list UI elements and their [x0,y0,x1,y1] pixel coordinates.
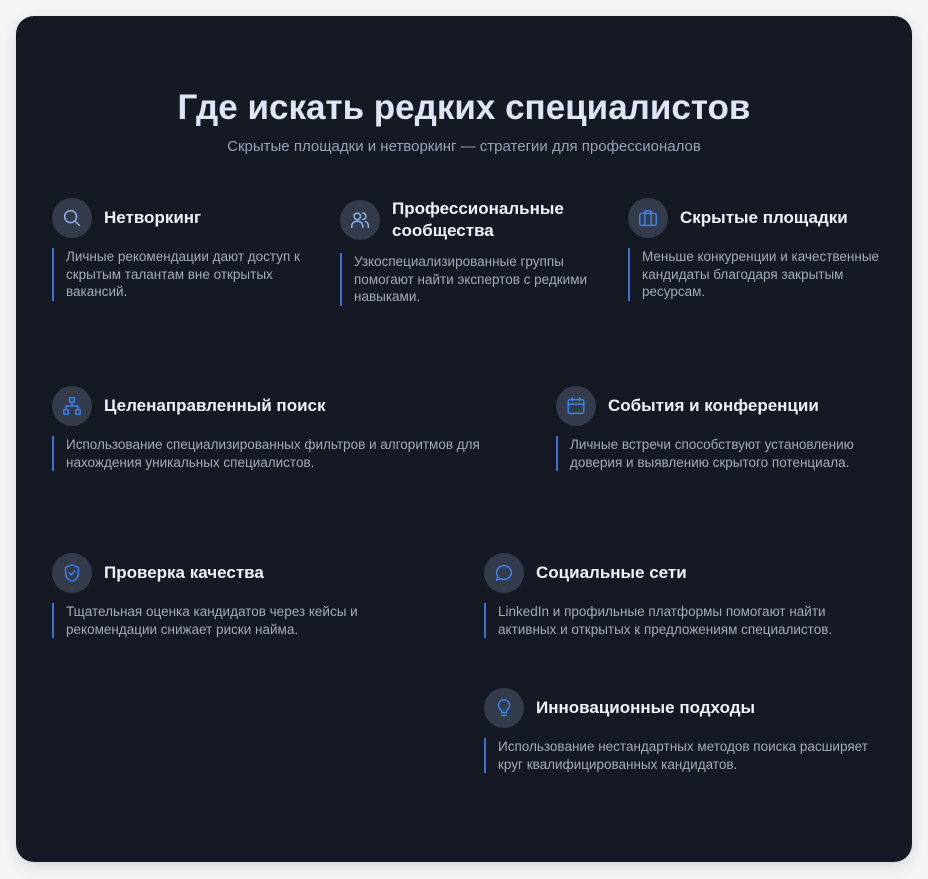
item-networking [52,198,312,301]
item-title: Нетворкинг [104,208,202,227]
item-title: Инновационные подходы [536,698,756,717]
item-description: Использование специализированных фильтров и алгоритмов для нахождения уникальных специалистов. [52,436,512,471]
item-communities [340,198,590,306]
page-title: Где искать редких специалистов [177,88,751,127]
item-title: Профессиональные сообщества [392,199,564,240]
item-description: LinkedIn и профильные платформы помогают найти активных и открытых к предложениям специалистов. [484,603,884,638]
item-title: Социальные сети [536,563,687,582]
item-description: Использование нестандартных методов поиска расширяет круг квалифицированных кандидатов. [484,738,884,773]
item-targeted-search [52,386,512,471]
item-description: Узкоспециализированные группы помогают найти экспертов с редкими навыками. [340,253,590,306]
item-description: Меньше конкуренции и качественные кандидаты благодаря закрытым ресурсам. [628,248,888,301]
item-events [556,386,886,471]
calendar-icon [556,386,596,426]
item-title: Проверка качества [104,563,264,582]
users-icon [340,200,380,240]
item-title: Целенаправленный поиск [104,396,326,415]
item-description: Личные рекомендации дают доступ к скрытым талантам вне открытых вакансий. [52,248,312,301]
page-subtitle: Скрытые площадки и нетворкинг — стратегии для профессионалов [227,138,701,155]
item-social-networks [484,553,884,638]
lightbulb-icon [484,688,524,728]
item-description: Личные встречи способствуют установлению доверия и выявлению скрытого потенциала. [556,436,886,471]
search-icon [52,198,92,238]
item-innovative-approaches [484,688,884,773]
chat-bubble-icon [484,553,524,593]
network-icon [52,386,92,426]
item-description: Тщательная оценка кандидатов через кейсы и рекомендации снижает риски найма. [52,603,382,638]
item-quality-check [52,553,382,638]
shield-check-icon [52,553,92,593]
item-hidden-platforms [628,198,888,301]
briefcase-icon [628,198,668,238]
item-title: Скрытые площадки [680,208,848,227]
item-title: События и конференции [608,396,819,415]
